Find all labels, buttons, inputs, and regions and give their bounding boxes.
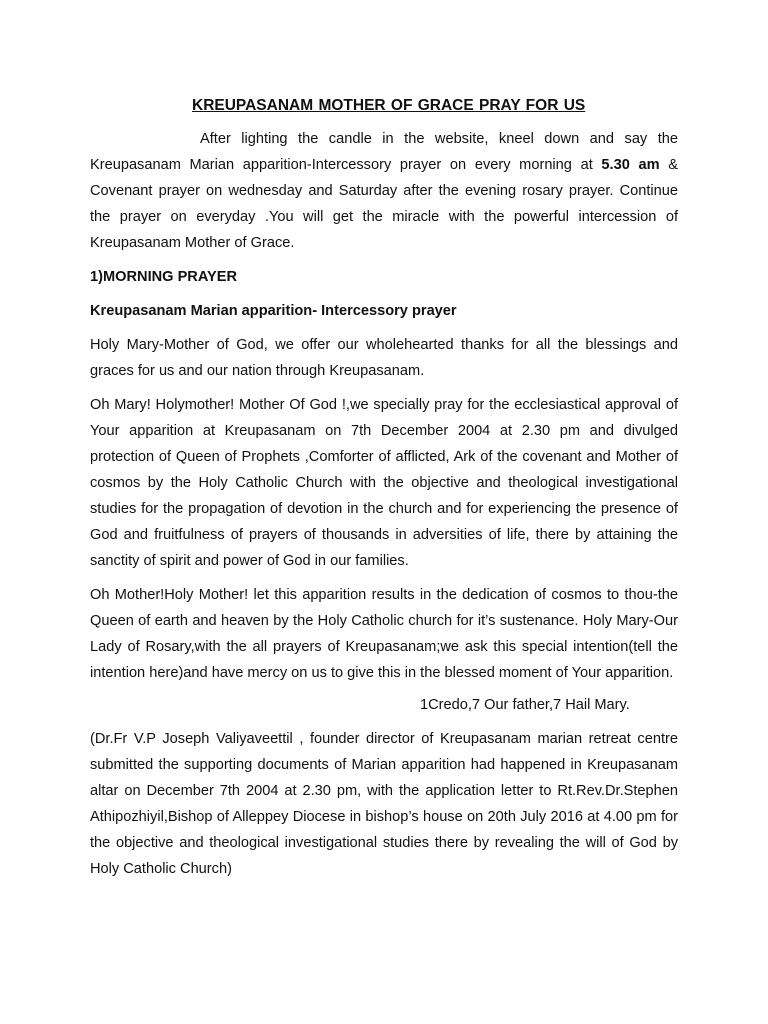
intro-text-before-time: After lighting the candle in the website, kneel down and say the Kreupasanam Marian apparition-Intercessory prayer on every morning at: [90, 131, 678, 173]
intro-paragraph: [90, 126, 678, 256]
credo-line: 1Credo,7 Our father,7 Hail Mary.: [420, 697, 630, 713]
prayer-paragraph-3: Oh Mother!Holy Mother! let this apparition results in the dedication of cosmos to thou-the Queen of earth and heaven by the Holy Catholic church for it’s sustenance. Holy Mary-Our Lady of Rosary,with the all prayers of Kreupasanam;we ask this special intention(tell the intention here)and have mercy on us to give this in the blessed moment of Your apparition.: [90, 587, 678, 681]
prayer-heading: Kreupasanam Marian apparition- Intercessory prayer: [90, 303, 457, 319]
note-paragraph: (Dr.Fr V.P Joseph Valiyaveettil , founder director of Kreupasanam marian retreat centre submitted the supporting documents of Marian apparition had happened in Kreupasanam altar on December 7th 2004 at 2.30 pm, with the application letter to Rt.Rev.Dr.Stephen Athipozhiyil,Bishop of Alleppey Diocese in bishop’s house on 20th July 2016 at 4.00 pm for the objective and theological investigational studies there by revealing the will of God by Holy Catholic Church): [90, 731, 678, 877]
intro-text-after-time: & Covenant prayer on wednesday and Saturday after the evening rosary prayer. Continue the prayer on everyday .You will get the miracle with the powerful intercession of Kreupasanam Mother of Grace.: [90, 157, 678, 251]
prayer-time: 5.30 am: [601, 157, 660, 173]
prayer-paragraph-2: Oh Mary! Holymother! Mother Of God !,we specially pray for the ecclesiastical approval of Your apparition at Kreupasanam on 7th December 2004 at 2.30 pm and divulged protection of Queen of Prophets ,Comforter of afflicted, Ark of the covenant and Mother of cosmos by the Holy Catholic Church with the objective and theological investigational studies for the propagation of devotion in the church and for experiencing the presence of God and fruitfulness of prayers of thousands in adversities of life, there by attaining the sanctity of spirit and power of God in our families.: [90, 397, 678, 569]
section-heading: 1)MORNING PRAYER: [90, 269, 238, 285]
prayer-paragraph-1: Holy Mary-Mother of God, we offer our wholehearted thanks for all the blessings and graces for us and our nation through Kreupasanam.: [90, 337, 678, 379]
document-title: KREUPASANAM MOTHER OF GRACE PRAY FOR US: [192, 97, 586, 114]
document-body: [90, 96, 678, 882]
